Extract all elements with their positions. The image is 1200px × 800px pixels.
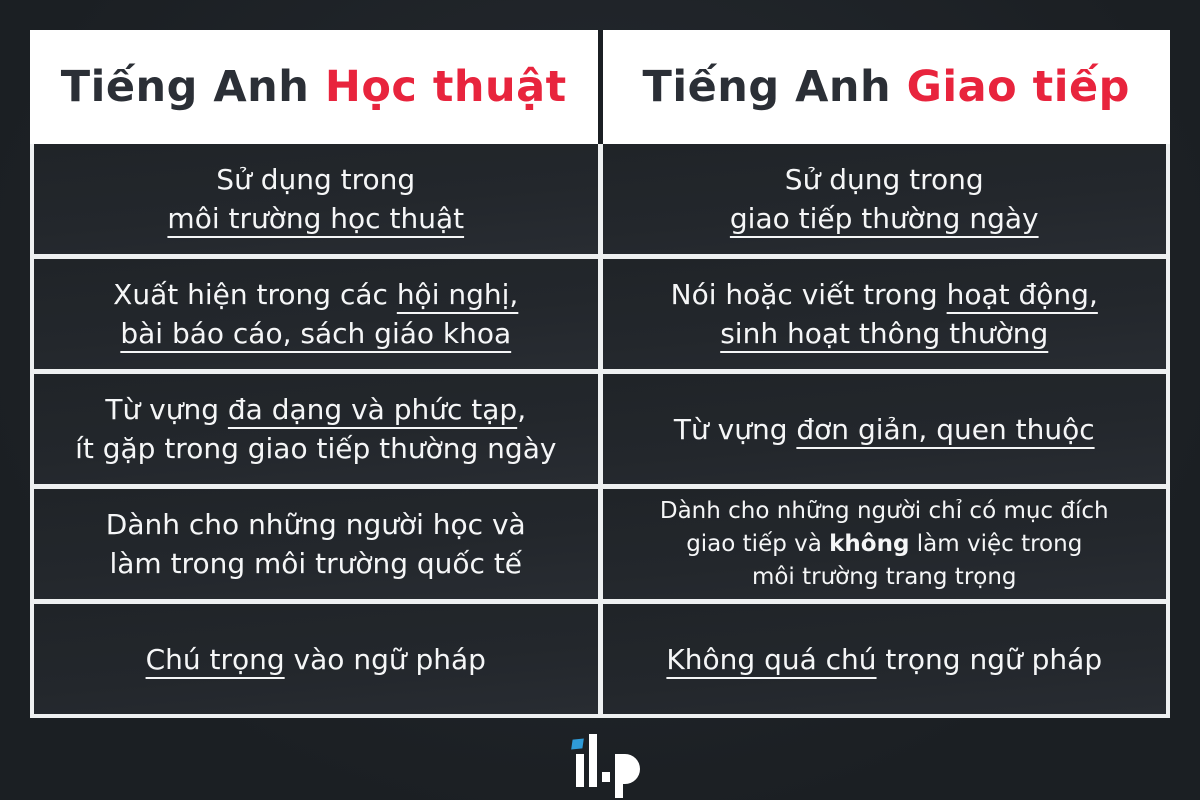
cell-line: Sử dụng trong — [216, 163, 416, 196]
cell-line: Sử dụng trong — [784, 163, 984, 196]
table-cell-row3-left — [34, 374, 598, 484]
cell-line: Dành cho những người chỉ có mục đích — [659, 497, 1109, 524]
cell-line: Từ vựng đơn giản, quen thuộc — [673, 412, 1095, 446]
ilp-logo — [555, 728, 645, 800]
cell-line: giao tiếp và không làm việc trong — [686, 530, 1083, 557]
logo-p-bowl — [623, 754, 640, 784]
table-cell-row4-right — [603, 489, 1167, 599]
comparison-table — [30, 30, 1170, 718]
table-body — [30, 144, 1170, 718]
header-highlight: Giao tiếp — [906, 62, 1130, 112]
cell-line: môi trường học thuật — [167, 202, 465, 235]
logo-i-stem — [576, 754, 584, 787]
logo-period — [602, 772, 610, 782]
cell-line: sinh hoạt thông thường — [720, 317, 1049, 350]
header-prefix: Tiếng Anh — [642, 62, 907, 112]
table-cell-row2-left — [34, 259, 598, 369]
logo-i-dot-icon — [571, 738, 584, 749]
table-cell-row1-left — [34, 144, 598, 254]
logo-p-stem — [615, 754, 623, 798]
cell-line: làm trong môi trường quốc tế — [109, 547, 523, 580]
header-highlight: Học thuật — [324, 62, 567, 112]
table-cell-row2-right — [603, 259, 1167, 369]
cell-line: bài báo cáo, sách giáo khoa — [120, 317, 512, 350]
cell-line: Từ vựng đa dạng và phức tạp, — [105, 393, 527, 426]
cell-line: Xuất hiện trong các hội nghị, — [113, 278, 519, 311]
table-cell-row5-right — [603, 604, 1167, 714]
cell-line: Chú trọng vào ngữ pháp — [145, 642, 486, 676]
cell-line: ít gặp trong giao tiếp thường ngày — [75, 432, 557, 465]
cell-line: giao tiếp thường ngày — [729, 202, 1039, 235]
header-communicative-english — [603, 30, 1171, 144]
table-cell-row1-right — [603, 144, 1167, 254]
cell-line: môi trường trang trọng — [751, 563, 1017, 590]
cell-line: Nói hoặc viết trong hoạt động, — [670, 278, 1098, 311]
cell-line: Dành cho những người học và — [105, 508, 526, 541]
logo-l-stem — [589, 734, 597, 787]
table-cell-row4-left — [34, 489, 598, 599]
table-cell-row5-left — [34, 604, 598, 714]
cell-line: Không quá chú trọng ngữ pháp — [666, 642, 1103, 676]
header-academic-english — [30, 30, 598, 144]
table-cell-row3-right — [603, 374, 1167, 484]
header-prefix: Tiếng Anh — [60, 62, 325, 112]
table-header-row — [30, 30, 1170, 144]
